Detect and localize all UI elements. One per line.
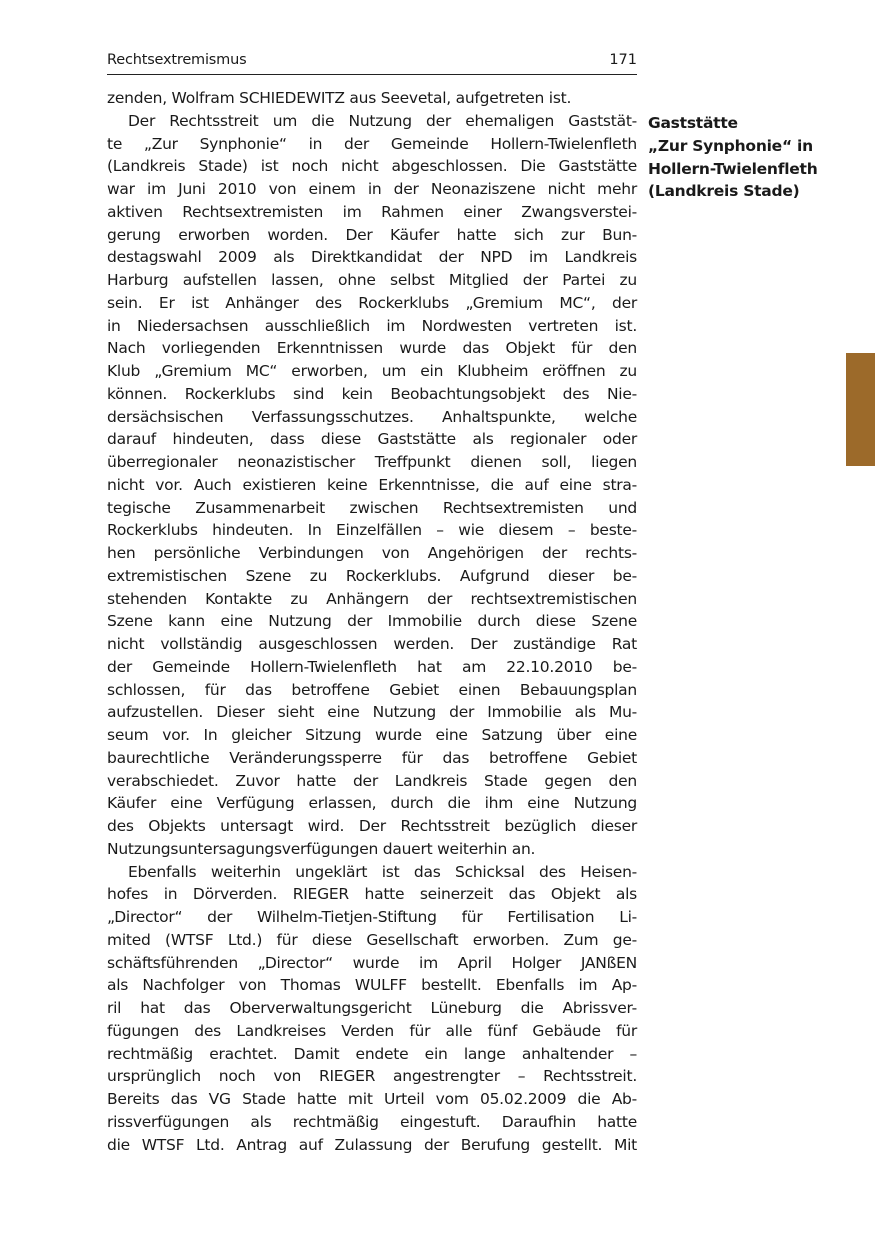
paragraph-1 — [107, 87, 637, 110]
text-line: Klub „Gremium MC“ erworben, um ein Klubheim eröffnen zu — [107, 362, 637, 380]
margin-heading-line: Hollern-Twielenfleth — [648, 159, 818, 178]
page-number: 171 — [609, 52, 637, 68]
text-line: können. Rockerklubs sind kein Beobachtungsobjekt des Nie- — [107, 384, 637, 403]
text-line: rechtmäßig erachtet. Damit endete ein lange anhaltender – — [107, 1044, 637, 1063]
text-line: te „Zur Synphonie“ in der Gemeinde Hollern-Twielenfleth — [107, 134, 637, 153]
text-line: schäftsführenden „Director“ wurde im April Holger JANßEN — [107, 953, 637, 972]
text-line: überregionaler neonazistischer Treffpunkt dienen soll, liegen — [107, 453, 637, 471]
text-line: darauf hindeuten, dass diese Gaststätte als regionaler oder — [107, 430, 637, 449]
text-line: Harburg aufstellen lassen, ohne selbst Mitglied der Partei zu — [107, 271, 637, 289]
text-line: in Niedersachsen ausschließlich im Nordwesten vertreten ist. — [107, 316, 637, 335]
text-line: tegische Zusammenarbeit zwischen Rechtsextremisten und — [107, 498, 637, 517]
text-line: Szene kann eine Nutzung der Immobilie durch diese Szene — [107, 612, 637, 631]
text-line: schlossen, für das betroffene Gebiet einen Bebauungsplan — [107, 680, 637, 699]
text-line: verabschiedet. Zuvor hatte der Landkreis Stade gegen den — [107, 771, 637, 790]
text-line: Rockerklubs hindeuten. In Einzelfällen – wie diesem – beste- — [107, 521, 637, 540]
text-line: stehenden Kontakte zu Anhängern der rechtsextremistischen — [107, 589, 637, 608]
running-header — [107, 50, 637, 75]
text-line: Der Rechtsstreit um die Nutzung der ehemaligen Gaststät- — [128, 111, 637, 130]
text-line: hen persönliche Verbindungen von Angehörigen der rechts- — [107, 544, 637, 562]
text-line: sein. Er ist Anhänger des Rockerklubs „Gremium MC“, der — [107, 293, 637, 312]
chapter-thumb-tab — [846, 353, 875, 466]
text-line: mited (WTSF Ltd.) für diese Gesellschaft erworben. Zum ge- — [107, 930, 637, 949]
margin-heading — [648, 112, 848, 203]
text-line: Nutzungsuntersagungsverfügungen dauert weiterhin an. — [107, 839, 536, 858]
text-line: als Nachfolger von Thomas WULFF bestellt. Ebenfalls im Ap- — [107, 976, 637, 995]
text-line: Ebenfalls weiterhin ungeklärt ist das Schicksal des Heisen- — [128, 862, 637, 881]
text-line: Käufer eine Verfügung erlassen, durch die ihm eine Nutzung — [107, 794, 637, 813]
text-line: nicht vollständig ausgeschlossen werden. Der zuständige Rat — [107, 635, 637, 653]
text-line: zenden, Wolfram SCHIEDEWITZ aus Seevetal, aufgetreten ist. — [107, 89, 572, 107]
text-line: der Gemeinde Hollern-Twielenfleth hat am 22.10.2010 be- — [107, 657, 637, 676]
text-line: Nach vorliegenden Erkenntnissen wurde das Objekt für den — [107, 339, 637, 358]
text-line: ursprünglich noch von RIEGER angestrengter – Rechtsstreit. — [107, 1067, 637, 1086]
text-line: „Director“ der Wilhelm-Tietjen-Stiftung für Fertilisation Li- — [107, 908, 637, 926]
text-line: rissverfügungen als rechtmäßig eingestuft. Daraufhin hatte — [107, 1112, 637, 1131]
text-line: baurechtliche Veränderungssperre für das betroffene Gebiet — [107, 748, 637, 767]
running-header-title: Rechtsextremismus — [107, 52, 247, 68]
margin-heading-line: „Zur Synphonie“ in — [648, 136, 813, 155]
text-line: extremistischen Szene zu Rockerklubs. Aufgrund dieser be- — [107, 566, 637, 585]
text-line: aktiven Rechtsextremisten im Rahmen einer Zwangsverstei- — [107, 202, 637, 221]
text-line: des Objekts untersagt wird. Der Rechtsstreit bezüglich dieser — [107, 817, 637, 835]
paragraph-3 — [107, 861, 637, 1157]
text-line: (Landkreis Stade) ist noch nicht abgeschlossen. Die Gaststätte — [107, 157, 637, 176]
text-line: war im Juni 2010 von einem in der Neonaziszene nicht mehr — [107, 180, 637, 198]
text-line: die WTSF Ltd. Antrag auf Zulassung der Berufung gestellt. Mit — [107, 1135, 637, 1154]
margin-heading-line: (Landkreis Stade) — [648, 182, 800, 201]
text-line: destagswahl 2009 als Direktkandidat der NPD im Landkreis — [107, 248, 637, 267]
text-line: seum vor. In gleicher Sitzung wurde eine Satzung über eine — [107, 726, 637, 744]
text-line: nicht vor. Auch existieren keine Erkenntnisse, die auf eine stra- — [107, 475, 637, 494]
text-line: dersächsischen Verfassungsschutzes. Anhaltspunkte, welche — [107, 407, 637, 426]
text-line: hofes in Dörverden. RIEGER hatte seinerzeit das Objekt als — [107, 885, 637, 904]
text-line: ril hat das Oberverwaltungsgericht Lüneburg die Abrissver- — [107, 999, 637, 1017]
main-text-column — [107, 87, 637, 1156]
text-line: Bereits das VG Stade hatte mit Urteil vom 05.02.2009 die Ab- — [107, 1090, 637, 1108]
text-line: fügungen des Landkreises Verden für alle fünf Gebäude für — [107, 1021, 637, 1040]
margin-heading-line: Gaststätte — [648, 114, 738, 132]
text-line: aufzustellen. Dieser sieht eine Nutzung der Immobilie als Mu- — [107, 703, 637, 722]
text-line: gerung erworben worden. Der Käufer hatte sich zur Bun- — [107, 225, 637, 244]
paragraph-2 — [107, 110, 637, 861]
